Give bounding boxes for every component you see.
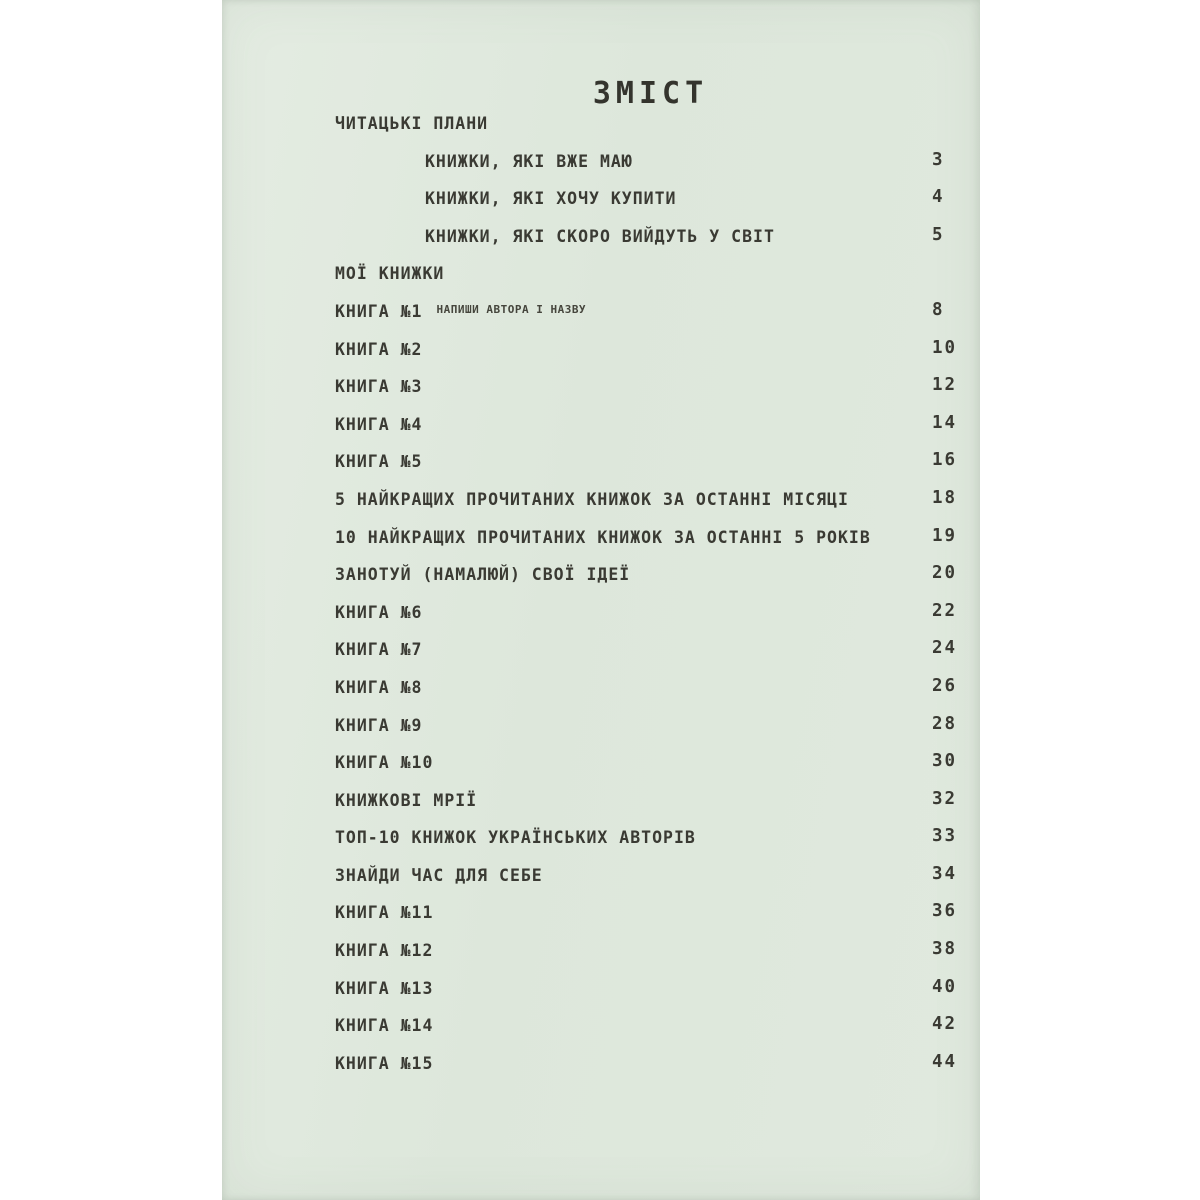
- leader-line: [445, 1070, 924, 1072]
- leader-line: [445, 995, 924, 997]
- entry-label: КНИГА №4: [335, 414, 423, 434]
- toc-row: [335, 863, 966, 904]
- page-number: 33: [932, 826, 958, 847]
- entry-label: КНИГА №12: [335, 941, 434, 961]
- leader-line: [434, 468, 924, 470]
- toc-row: [335, 788, 966, 829]
- page-number: 30: [932, 751, 958, 772]
- page-number: 32: [932, 788, 958, 809]
- leader-line: [434, 431, 924, 433]
- toc-row: [335, 264, 966, 302]
- page-number: 19: [932, 525, 958, 546]
- leader-line: [787, 243, 924, 245]
- toc-row: [335, 941, 966, 979]
- toc-row: [335, 452, 966, 490]
- toc-row: [335, 189, 966, 227]
- leader-line: [434, 732, 924, 734]
- toc-row: [335, 412, 966, 453]
- page-number: 40: [932, 976, 958, 997]
- entry-label: КНИГА №13: [335, 978, 434, 998]
- entry-label: КНИГА №2: [335, 339, 423, 359]
- toc-row: [335, 487, 966, 528]
- entry-label: 5 НАЙКРАЩИХ ПРОЧИТАНИХ КНИЖОК ЗА ОСТАННІ МІСЯЦІ: [335, 489, 849, 509]
- toc-row: [335, 377, 966, 415]
- entry-label: ЧИТАЦЬКІ ПЛАНИ: [335, 114, 489, 133]
- toc-row: [335, 976, 966, 1017]
- toc-row: [335, 224, 966, 265]
- page-number: 8: [932, 299, 945, 320]
- leader-line: [434, 619, 924, 621]
- page-number: 18: [932, 487, 958, 508]
- entry-label: ТОП-10 КНИЖОК УКРАЇНСЬКИХ АВТОРІВ: [335, 828, 696, 848]
- leader-line: [708, 844, 924, 846]
- entry-label: МОЇ КНИЖКИ: [335, 264, 445, 284]
- entry-label: ЗНАЙДИ ЧАС ДЛЯ СЕБЕ: [335, 865, 543, 885]
- page-number: 4: [932, 187, 945, 208]
- page-number: 36: [932, 901, 958, 922]
- entry-label: КНИГА №1: [335, 301, 423, 321]
- toc-content: [222, 0, 980, 1200]
- page-number: 20: [932, 563, 958, 584]
- leader-line: [489, 807, 924, 809]
- page-number: 12: [932, 375, 958, 396]
- page-number: 10: [932, 337, 958, 358]
- leader-line: [445, 919, 924, 921]
- page-number: 38: [932, 939, 958, 960]
- entry-label: КНИГА №10: [335, 753, 434, 773]
- entry-label: КНИЖКИ, ЯКІ СКОРО ВИЙДУТЬ У СВІТ: [425, 226, 775, 246]
- leader-line: [434, 656, 924, 658]
- entry-label: КНИГА №8: [335, 677, 423, 697]
- entry-label: КНИГА №15: [335, 1053, 434, 1073]
- entry-label: КНИГА №9: [335, 715, 423, 735]
- page-number: 34: [932, 863, 958, 884]
- toc-row: [335, 753, 966, 791]
- toc-row: [335, 640, 966, 678]
- leader-line: [434, 694, 924, 696]
- entry-label: КНИГА №14: [335, 1016, 434, 1036]
- entry-label: КНИГА №3: [335, 377, 423, 397]
- toc-row: [335, 675, 966, 716]
- toc-row: [335, 903, 966, 941]
- toc-row: [335, 1051, 966, 1092]
- leader-line: [434, 393, 924, 395]
- entry-label: КНИГА №6: [335, 602, 423, 622]
- toc-row: [335, 828, 966, 866]
- leader-line: [645, 168, 924, 170]
- entry-label: КНИГА №7: [335, 640, 423, 660]
- toc-row: [335, 149, 966, 190]
- page-number: 14: [932, 412, 958, 433]
- page-number: 22: [932, 600, 958, 621]
- entry-label: КНИГА №11: [335, 903, 434, 923]
- leader-line: [445, 769, 924, 771]
- page-title: ЗМІСТ: [592, 76, 709, 111]
- page-number: 24: [932, 638, 958, 659]
- leader-line: [445, 1032, 924, 1034]
- page-number: 5: [932, 224, 945, 245]
- page-number: 26: [932, 675, 958, 696]
- page-number: 44: [932, 1051, 958, 1072]
- leader-line: [434, 356, 924, 358]
- toc-list: [335, 114, 966, 1091]
- entry-label: 10 НАЙКРАЩИХ ПРОЧИТАНИХ КНИЖОК ЗА ОСТАННІ 5 РОКІВ: [335, 527, 871, 547]
- entry-label: КНИЖКИ, ЯКІ ХОЧУ КУПИТИ: [425, 189, 677, 209]
- page-number: 28: [932, 713, 958, 734]
- entry-hint: НАПИШИ АВТОРА І НАЗВУ: [436, 302, 587, 316]
- toc-row: [335, 600, 966, 641]
- toc-row: [335, 525, 966, 566]
- leader-line: [688, 205, 924, 207]
- leader-line: [434, 302, 924, 320]
- page-number: 16: [932, 450, 958, 471]
- scanned-book-page: [222, 0, 980, 1200]
- leader-line: [883, 544, 924, 546]
- page-number: 42: [932, 1014, 958, 1035]
- toc-row: [335, 337, 966, 378]
- toc-row: [335, 114, 966, 152]
- entry-label: КНИГА №5: [335, 452, 423, 472]
- leader-line: [861, 506, 924, 508]
- toc-row: [335, 565, 966, 603]
- leader-line: [445, 957, 924, 959]
- leader-line: [555, 882, 924, 884]
- toc-row: [335, 299, 966, 340]
- entry-label: КНИЖКОВІ МРІЇ: [335, 790, 478, 810]
- toc-row: [335, 1016, 966, 1054]
- toc-row: [335, 713, 966, 754]
- entry-label: КНИЖКИ, ЯКІ ВЖЕ МАЮ: [425, 151, 633, 171]
- page-number: 3: [932, 149, 945, 170]
- entry-label: ЗАНОТУЙ (НАМАЛЮЙ) СВОЇ ІДЕЇ: [335, 565, 631, 585]
- leader-line: [642, 581, 924, 583]
